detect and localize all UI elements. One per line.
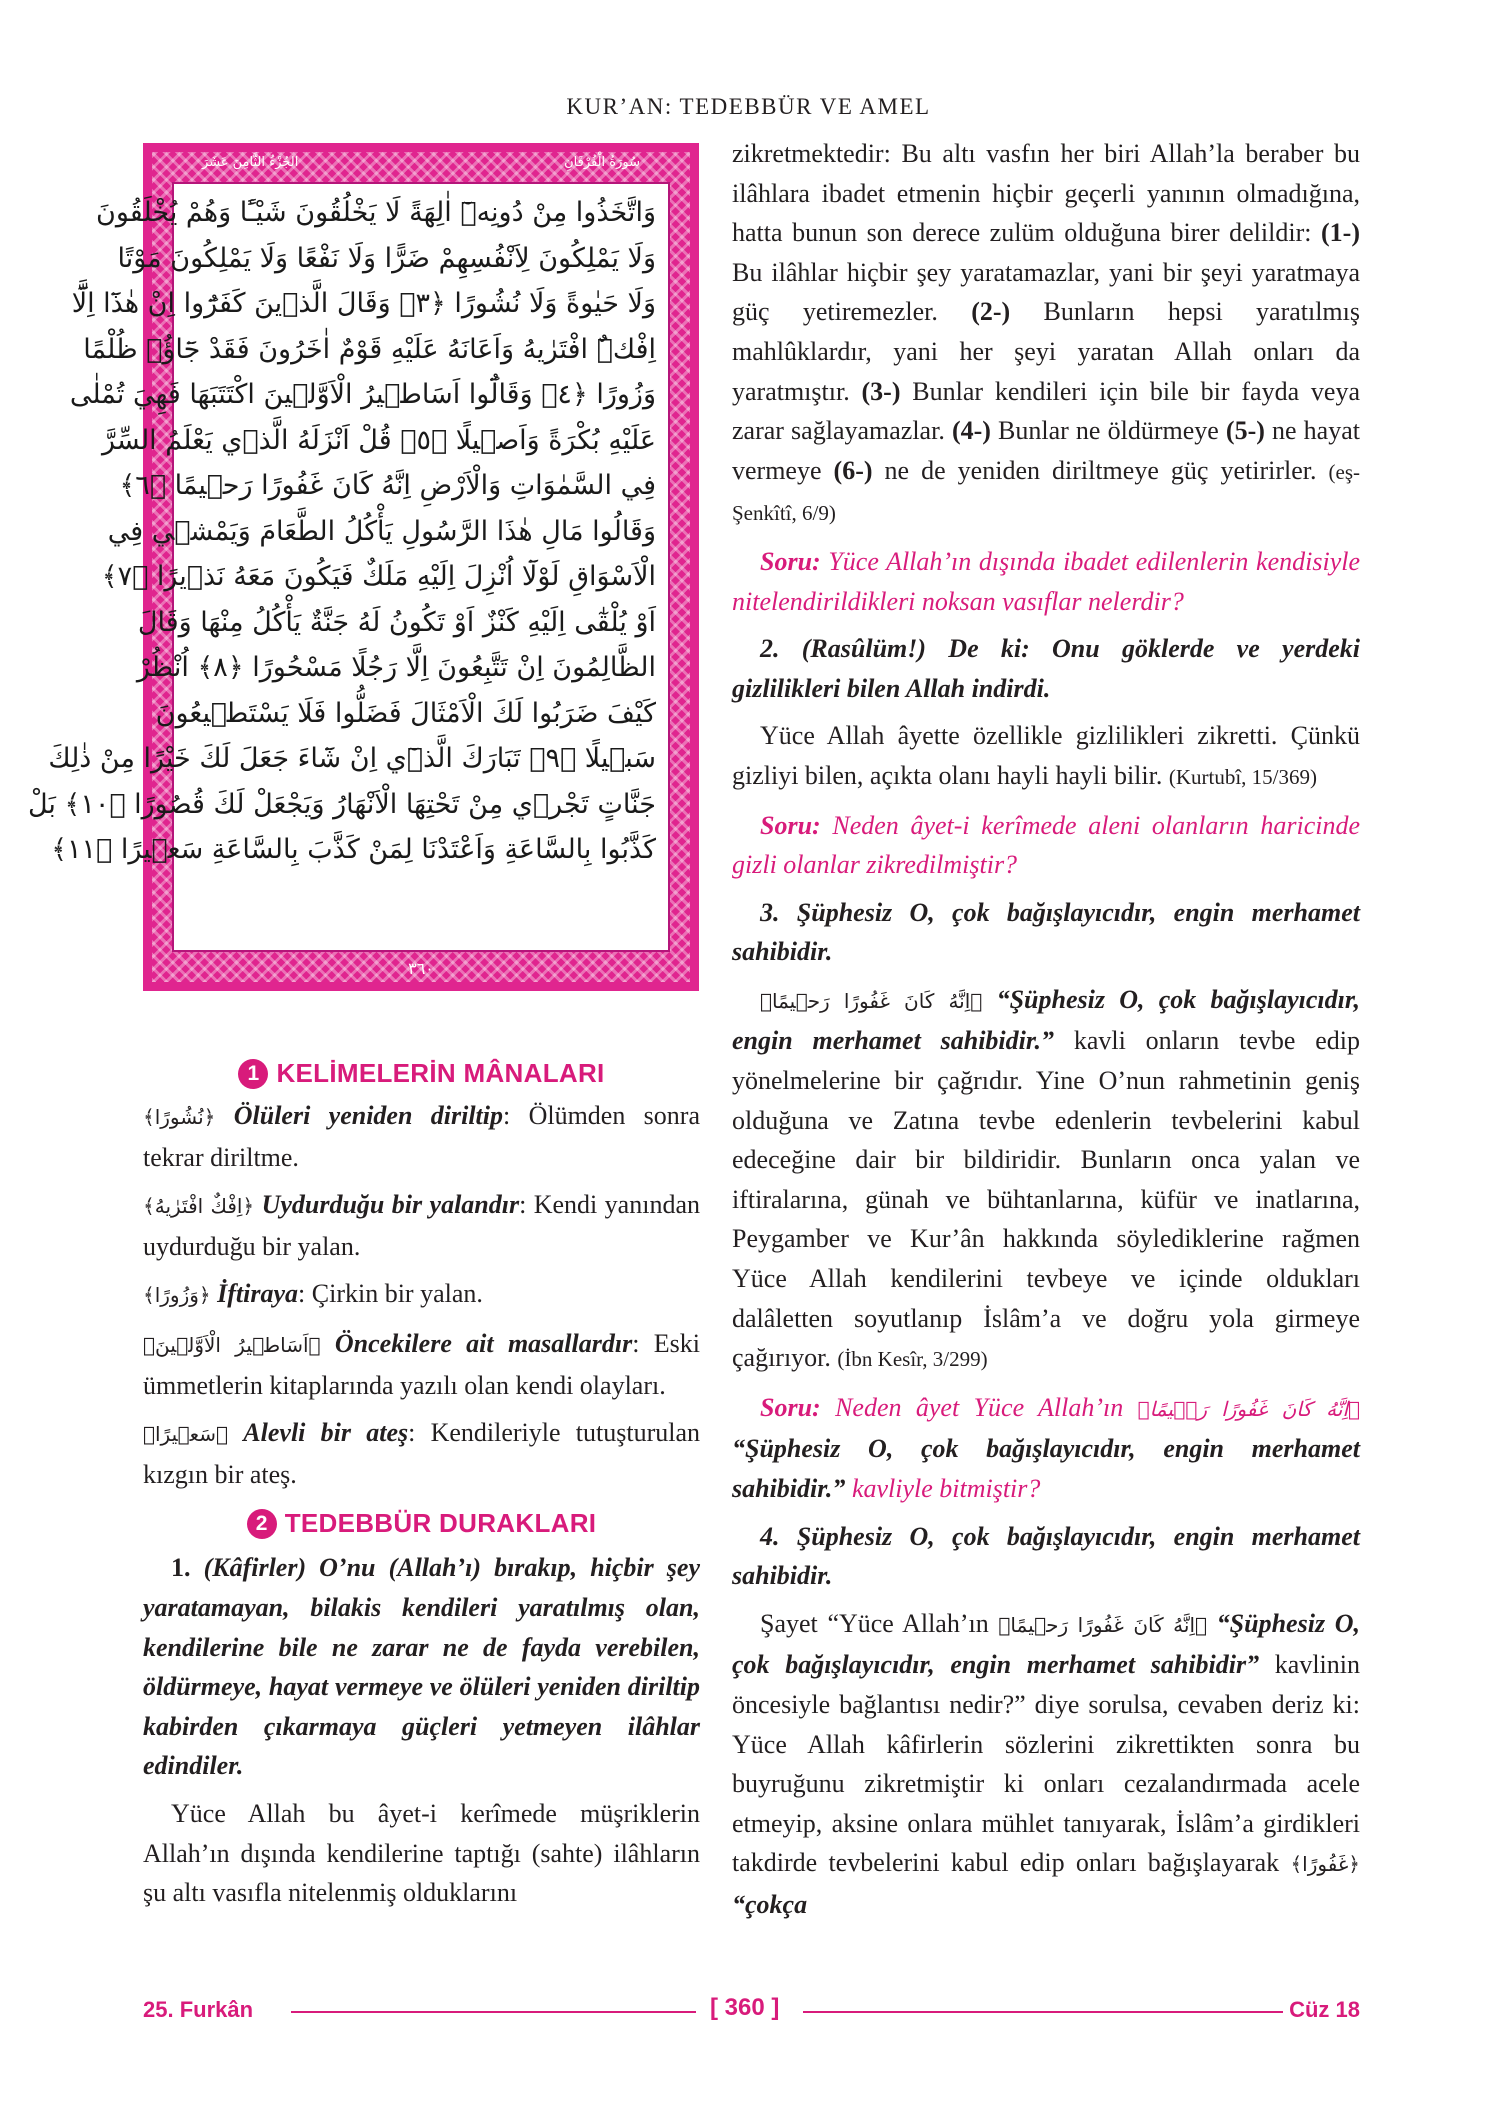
arabic-verse: ﴿اِنَّهُ كَانَ غَفُورًا رَح۪يمًا﴾ xyxy=(1137,1396,1360,1421)
arabic-verse: ﴿اِنَّهُ كَانَ غَفُورًا رَح۪يمًا﴾ xyxy=(760,988,983,1013)
arabic-word: ﴿وَزُورًا﴾ xyxy=(143,1283,211,1308)
tedebbur-item-3: 3. Şüphesiz O, çok bağışlayıcıdır, engin merhamet sahibidir. xyxy=(732,897,1360,967)
arabic-word: ﴿نُشُورًا﴾ xyxy=(143,1105,216,1129)
question-text: kavliyle bitmiştir? xyxy=(845,1474,1041,1503)
ayah-line: عَلَيْهِ بُكْرَةً وَاَص۪يلًا ﴿٥﴾ قُلْ اَنْزَلَهُ الَّذ۪ي يَعْلَمُ السِّرَّ xyxy=(101,424,656,456)
text-run: Yüce Allah âyette özellikle gizlilikleri zikretti. Çünkü gizliyi bilen, açıkta olanı hayli hayli bilir. xyxy=(732,721,1360,790)
ayah-line: اِفْكٌۨ افْتَرٰيهُ وَاَعَانَهُ عَلَيْهِ قَوْمٌ اٰخَرُونَ فَقَدْ جَٓاؤُ۫ ظُلْمًا xyxy=(83,333,656,365)
section-heading-kelimeler xyxy=(143,1052,700,1094)
text-run: ne de yeniden diriltmeye güç yetirirler. xyxy=(872,455,1329,485)
ayah-line: فِي السَّمٰوَاتِ وَالْاَرْضِ اِنَّهُ كَانَ غَفُورًا رَح۪يمًا ﴿٦﴾ xyxy=(119,470,656,501)
ayah-line: سَب۪يلًا ﴿٩﴾ تَبَارَكَ الَّذ۪ٓي اِنْ شَٓاءَ جَعَلَ لَكَ خَيْرًا مِنْ ذٰلِكَ xyxy=(48,743,656,774)
section-number-badge: 2 xyxy=(247,1509,277,1539)
quote: “Şüphesiz O, çok bağışlayıcıdır, engin merhamet sahibidir.” xyxy=(732,1434,1360,1503)
word-term: Uydurduğu bir yalandır xyxy=(261,1190,520,1220)
arabic-word: ﴿سَع۪يرًا﴾ xyxy=(143,1422,229,1447)
mushaf-page-number: ٣٦٠ xyxy=(408,959,434,978)
question-label: Soru: xyxy=(760,810,821,840)
section-number-badge: 1 xyxy=(238,1059,268,1089)
text-run: Şayet “Yüce Allah’ın xyxy=(760,1608,999,1638)
arabic-word: ﴿اَسَاط۪يرُ الْاَوَّل۪ينَ﴾ xyxy=(143,1332,321,1357)
word-term: Alevli bir ateş xyxy=(243,1418,409,1448)
item-number: 1. xyxy=(171,1553,191,1583)
text-run: Bunlar ne öldürmeye xyxy=(990,416,1226,446)
word-meaning xyxy=(143,1324,700,1405)
word-term: Ölüleri yeniden diriltip xyxy=(233,1101,503,1130)
ayah-line: وَاتَّخَذُوا مِنْ دُونِه۪ٓ اٰلِهَةً لَا يَخْلُقُونَ شَيْـًٔا وَهُمْ يُخْلَقُونَ xyxy=(96,197,656,228)
ayah-line: كَيْفَ ضَرَبُوا لَكَ الْاَمْثَالَ فَضَلُّوا فَلَا يَسْتَط۪يعُونَ xyxy=(155,697,656,729)
footer-rule-right xyxy=(803,2011,1283,2013)
text-run: Bunların hepsi yaratılmış mahlûklardır, yani her şeyi yaratan Allah onları da yaratmıştır. xyxy=(732,297,1360,406)
section-title: TEDEBBÜR DURAKLARI xyxy=(284,1508,597,1539)
footer-surah: 25. Furkân xyxy=(143,1997,254,2022)
text-run: ne hayat vermeye xyxy=(732,416,1360,485)
word-meaning xyxy=(143,1274,700,1316)
word-meaning xyxy=(143,1413,700,1494)
mushaf-page-image xyxy=(27,143,699,991)
word-term: Öncekilere ait masallardır xyxy=(334,1328,633,1358)
ayah-line: كَذَّبُوا بِالسَّاعَةِ وَاَعْتَدْنَا لِمَنْ كَذَّبَ بِالسَّاعَةِ سَع۪يرًا ﴿١١﴾ xyxy=(51,834,656,865)
commentary-paragraph: Yüce Allah bu âyet-i kerîmede müşriklerin Allah’ın dışında kendilerine taptığı (sahte) ilâhların şu altı vasıfla nitelenmiş olduklarını xyxy=(143,1798,700,1908)
footer-page-number: [ 360 ] xyxy=(710,1994,780,2021)
ayah-line: وَلَا حَيٰوةً وَلَا نُشُورًا ﴿٣﴾ وَقَالَ الَّذ۪ينَ كَفَرُٓوا اِنْ هٰذَٓا اِلَّٓا xyxy=(71,288,656,319)
tedebbur-item-4: 4. Şüphesiz O, çok bağışlayıcıdır, engin merhamet sahibidir. xyxy=(732,1521,1360,1591)
section-heading-tedebbur xyxy=(143,1502,700,1544)
word-term: İftiraya xyxy=(217,1279,299,1309)
commentary-paragraph xyxy=(732,1604,1360,1925)
quote: “Şüphesiz O, çok bağışlayıcıdır, engin merhamet sahibidir” xyxy=(732,1608,1361,1680)
ayah-line: وَقَالُوا مَالِ هٰذَا الرَّسُولِ يَأْكُلُ الطَّعَامَ وَيَمْش۪ي فِي xyxy=(107,515,656,547)
mushaf-ornamental-border xyxy=(27,152,690,982)
ayah-line: اَوْ يُلْقٰٓى اِلَيْهِ كَنْزٌ اَوْ تَكُونُ لَهُ جَنَّةٌ يَأْكُلُ مِنْهَا وَقَالَ xyxy=(137,606,656,638)
ayah-line: وَزُورًا ﴿٤﴾ وَقَالُٓوا اَسَاط۪يرُ الْاَوَّل۪ينَ اكْتَتَبَهَا فَهِيَ تُمْلٰى xyxy=(69,379,656,410)
quote: “Şüphesiz O, çok bağışlayıcıdır, engin merhamet sahibidir.” xyxy=(732,984,1361,1056)
word-definition: : Ölümden sonra tekrar diriltme. xyxy=(143,1101,700,1172)
text-run: zikretmektedir: Bu altı vasfın her biri Allah’la beraber bu ilâhlara ibadet etmenin hiçbir geçerli yanının olmadığına, hatta bunun son derece zulüm olduğuna birer delildir: xyxy=(732,139,1360,248)
quote: “çokça xyxy=(732,1889,808,1919)
text-run: Bunlar kendileri için bile bir fayda veya zarar sağlayamazlar. xyxy=(732,376,1360,446)
question-label: Soru: xyxy=(760,546,821,576)
question-text: Neden âyet Yüce Allah’ın xyxy=(820,1392,1138,1422)
tedebbur-item-2: 2. (Rasûlüm!) De ki: Onu göklerde ve yerdeki gizlilikleri bilen Allah indirdi. xyxy=(732,634,1360,703)
section-title: KELİMELERİN MÂNALARI xyxy=(276,1058,605,1088)
text-run: kavlinin öncesiyle bağlantısı nedir?” diye sorulsa, cevaben deriz ki: Yüce Allah kâfirlerin sözlerini zikrettikten sonra bu buyruğunu zikretmiştir ki onları cezalandırmada acele etmeyip, aksine onlara mühlet tanıyarak, İslâm’a girdikleri takdirde tevbelerini kabul edip onları bağışlayarak xyxy=(732,1650,1360,1878)
source-citation: (Kurtubî, 15/369) xyxy=(1168,764,1318,789)
list-number: (3-) xyxy=(861,376,901,406)
question-text: Yüce Allah’ın dışında ibadet edilenlerin kendisiyle nitelendirildikleri noksan vasıflar nelerdir? xyxy=(732,546,1360,616)
question-1 xyxy=(732,542,1360,621)
word-meaning xyxy=(143,1185,700,1266)
question-text: Neden âyet-i kerîmede aleni olanların haricinde gizli olanlar zikredilmiştir? xyxy=(732,810,1360,880)
ayah-line: جَنَّاتٍ تَجْر۪ي مِنْ تَحْتِهَا الْاَنْهَارُ وَيَجْعَلْ لَكَ قُصُورًا ﴿١٠﴾ بَلْ xyxy=(27,788,656,820)
left-column xyxy=(143,1052,700,1913)
word-definition: : Kendileriyle tutuşturulan kızgın bir ateş. xyxy=(143,1418,700,1489)
word-definition: : Kendi yanından uydurduğu bir yalan. xyxy=(143,1190,700,1261)
word-meaning xyxy=(143,1096,700,1177)
mushaf-juz-label: الجُزْءُ الثَّامِنَ عَشَرَ xyxy=(202,155,299,170)
ayah-line: وَلَا يَمْلِكُونَ لِاَنْفُسِهِمْ ضَرًّا وَلَا نَفْعًا وَلَا يَمْلِكُونَ مَوْتًا xyxy=(117,242,656,274)
commentary-paragraph xyxy=(732,980,1360,1380)
list-number: (2-) xyxy=(971,297,1011,327)
mushaf-text-area xyxy=(27,182,670,952)
list-number: (6-) xyxy=(833,455,873,485)
footer-juz: Cüz 18 xyxy=(1289,1997,1360,2022)
arabic-word: ﴿غَفُورًا﴾ xyxy=(1290,1852,1360,1877)
item-text: (Kâfirler) O’nu (Allah’ı) bırakıp, hiçbir şey yaratamayan, bilakis kendileri yaratılmış olan, kendilerine bile ne zarar ne de fayda verebilen, öldürmeye, hayat vermeye ve ölüleri yeniden diriltip kabirden çıkarmaya güçleri yetmeyen ilâhlar edindiler. xyxy=(143,1553,701,1781)
ayah-lines xyxy=(27,184,668,873)
footer-rule-left xyxy=(291,2011,696,2013)
source-citation: (eş-Şenkîtî, 6/9) xyxy=(732,459,1360,526)
running-head: KUR’AN: TEDEBBÜR VE AMEL xyxy=(566,94,931,119)
list-number: (4-) xyxy=(951,416,991,446)
commentary-paragraph xyxy=(732,716,1360,797)
page-footer xyxy=(143,1994,1360,2027)
text-run: Bu ilâhlar hiçbir şey yaratamazlar, yani bir şeyi yaratmaya güç yetiremezler. xyxy=(732,257,1360,327)
source-citation: (İbn Kesîr, 3/299) xyxy=(837,1347,988,1372)
tedebbur-item-1 xyxy=(143,1548,700,1786)
list-number: (1-) xyxy=(1321,218,1360,248)
question-2 xyxy=(732,806,1360,885)
question-3 xyxy=(732,1388,1360,1509)
list-number: (5-) xyxy=(1225,416,1265,446)
arabic-verse: ﴿اِنَّهُ كَانَ غَفُورًا رَح۪يمًا﴾ xyxy=(998,1612,1207,1637)
text-run: kavli onların tevbe edip yönelmelerine bir çağrıdır. Yine O’nun rahmetinin geniş olduğuna ve Zatına tevbe edenlerin tevbelerini kabul edeceğine dair bir bildiridir. Bunların onca yalan ve iftiralarına, günah ve bühtanlarına, küfür ve inatlarına, Peygamber ve Kur’ân hakkında söylediklerine rağmen Yüce Allah kendilerini tevbeye ve içinde oldukları dalâletten soyutlanıp İslâm’a ve doğru yola girmeye çağırıyor. xyxy=(732,1026,1360,1373)
commentary-paragraph xyxy=(732,134,1360,534)
ayah-line: الْاَسْوَاقِ لَوْلَٓا اُنْزِلَ اِلَيْهِ مَلَكٌ فَيَكُونَ مَعَهُ نَذ۪يرًا ﴿٧﴾ xyxy=(101,561,656,592)
arabic-word: ﴿اِفْكٌ افْتَرٰيهُ﴾ xyxy=(143,1194,255,1219)
ayah-line: الظَّالِمُونَ اِنْ تَتَّبِعُونَ اِلَّا رَجُلًا مَسْحُورًا ﴿٨﴾ اُنْظُرْ xyxy=(136,652,656,683)
word-definition: : Eski ümmetlerin kitaplarında yazılı olan kendi olayları. xyxy=(143,1328,700,1400)
word-definition: : Çirkin bir yalan. xyxy=(298,1279,483,1309)
question-label: Soru: xyxy=(760,1392,821,1422)
right-column xyxy=(732,134,1360,1925)
mushaf-surah-label: سُورَةُ الْفُرْقَانِ xyxy=(564,155,640,170)
